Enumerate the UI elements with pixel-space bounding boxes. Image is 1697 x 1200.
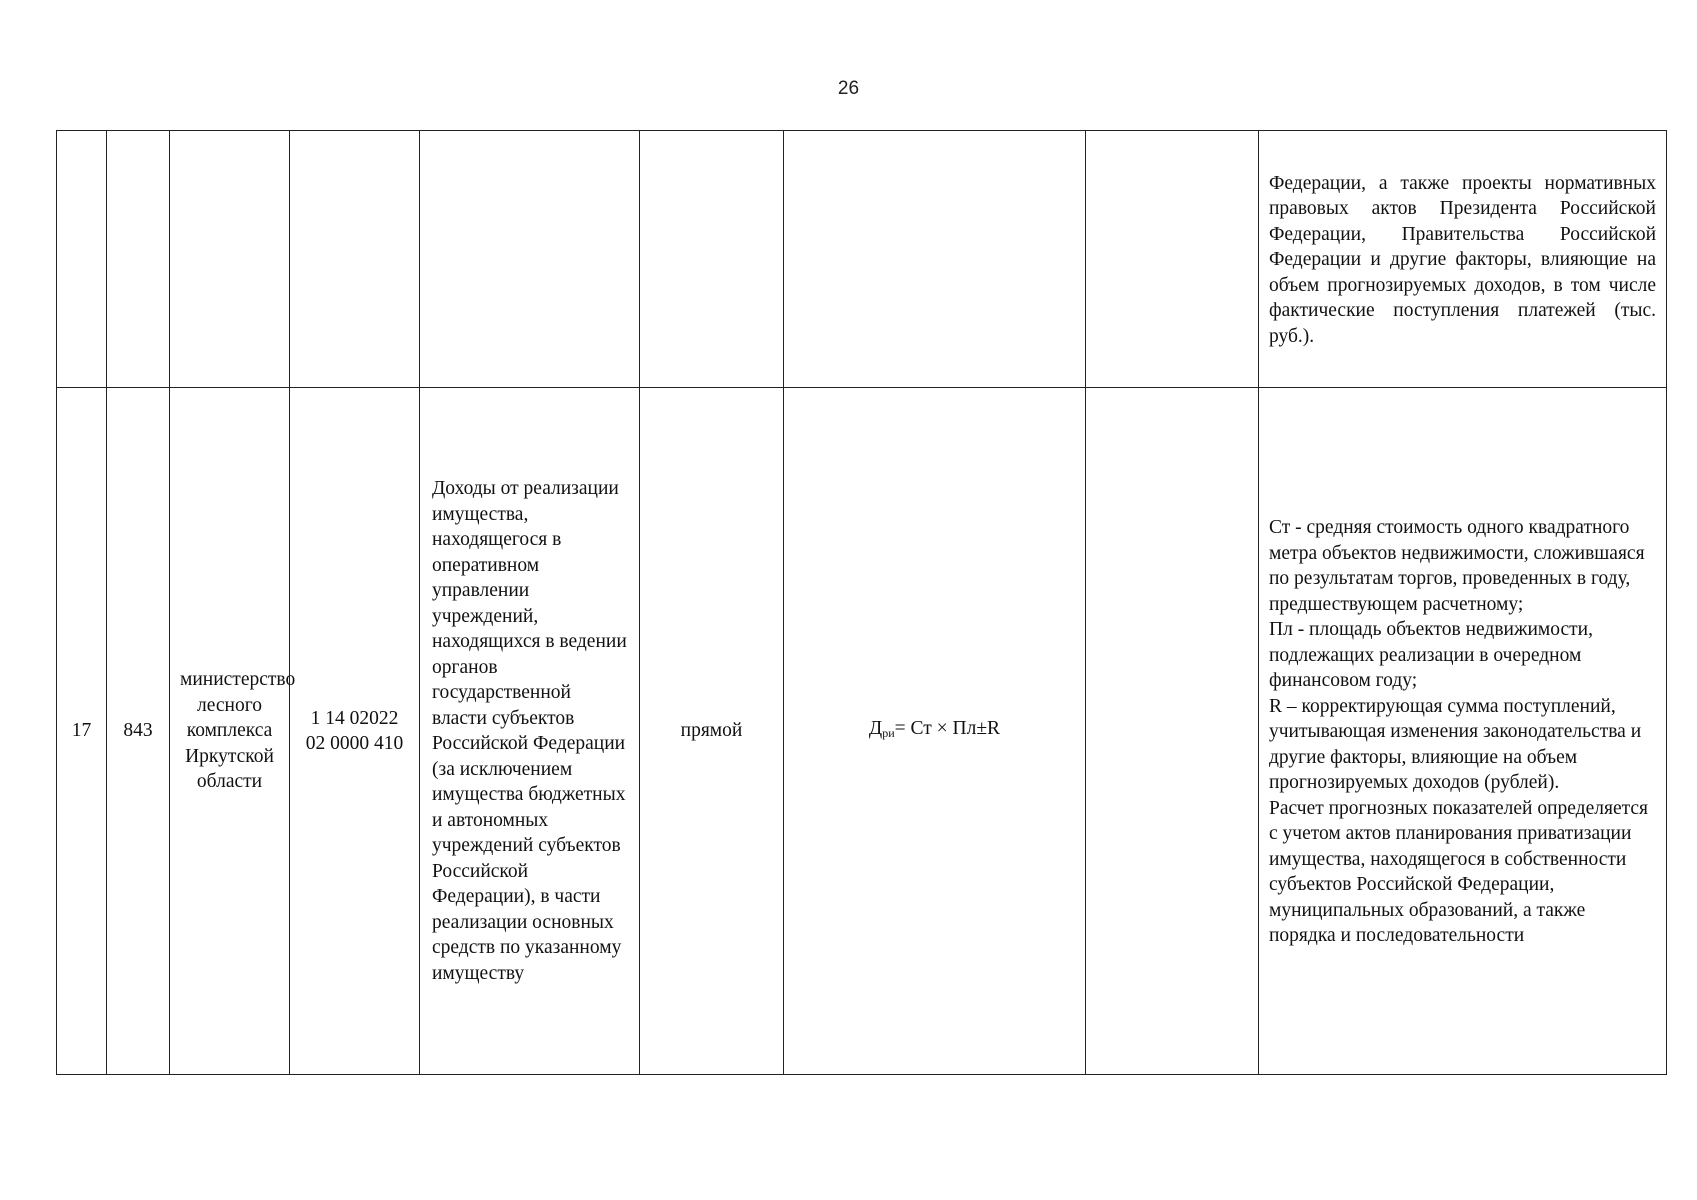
method-description-block: [1259, 511, 1666, 951]
cell-administrator: [170, 131, 290, 388]
kbk-line-1: 1 14 02022: [310, 707, 399, 729]
cell-income-name: [420, 131, 640, 388]
cell-formula: [784, 388, 1086, 1075]
formula-subscript: ри: [882, 725, 895, 740]
table-row-continuation: [57, 131, 1667, 388]
cell-code: [107, 131, 170, 388]
formula-main: Д: [868, 717, 883, 739]
cell-calc-method: прямой: [640, 388, 784, 1075]
cell-extra: [1086, 131, 1259, 388]
revenue-methodology-table: [56, 130, 1667, 1075]
cell-administrator: [170, 388, 296, 1075]
administrator-name: министерство лесного комплекса Иркутской области: [180, 669, 296, 793]
cell-number: 17: [57, 388, 107, 1075]
cell-extra: [1086, 388, 1259, 1075]
cell-code: 843: [107, 388, 170, 1075]
page-number: 26: [837, 78, 860, 99]
income-name-text: Доходы от реализации имущества, находящегося в оперативном управлении учреждений, находящихся в ведении органов государственной власти субъектов Российской Федерации (за исключением имущества бюджетных и автономных учреждений субъектов Российской Федерации), в части реализации основных средств по указанному имуществу: [432, 478, 627, 984]
method-description-text: Федерации, а также проекты нормативных правовых актов Президента Российской Федерации, Правительства Российской Федерации и другие факторы, влияющие на объем прогнозируемых доходов, в том числе фактические поступления платежей (тыс. руб.).: [1269, 172, 1656, 347]
method-paragraph: Пл - площадь объектов недвижимости, подлежащих реализации в очередном финансовом году;: [1269, 619, 1593, 692]
method-paragraph: R – корректирующая сумма поступлений, учитывающая изменения законодательства и другие факторы, влияющие на объем прогнозируемых доходов (рублей).: [1269, 695, 1642, 794]
cell-income-name: [420, 388, 640, 1075]
cell-method-description: [1259, 131, 1667, 388]
cell-kbk: [290, 131, 420, 388]
cell-method-description: [1259, 388, 1667, 1075]
cell-formula: [784, 131, 1086, 388]
formula-rest: = Ст × Пл±R: [894, 717, 1001, 739]
kbk-line-2: 02 0000 410: [305, 733, 404, 754]
method-paragraph: Расчет прогнозных показателей определяется с учетом актов планирования приватизации имущества, находящегося в собственности субъектов Российской Федерации, муниципальных образований, а также порядка и последовательности: [1269, 797, 1649, 947]
method-paragraph: Ст - средняя стоимость одного квадратного метра объектов недвижимости, сложившаяся по результатам торгов, проведенных в году, предшествующем расчетному;: [1269, 517, 1645, 615]
cell-kbk: [290, 388, 420, 1075]
cell-number: [57, 131, 107, 388]
cell-calc-method: [640, 131, 784, 388]
table-row-17: [57, 388, 1667, 1075]
